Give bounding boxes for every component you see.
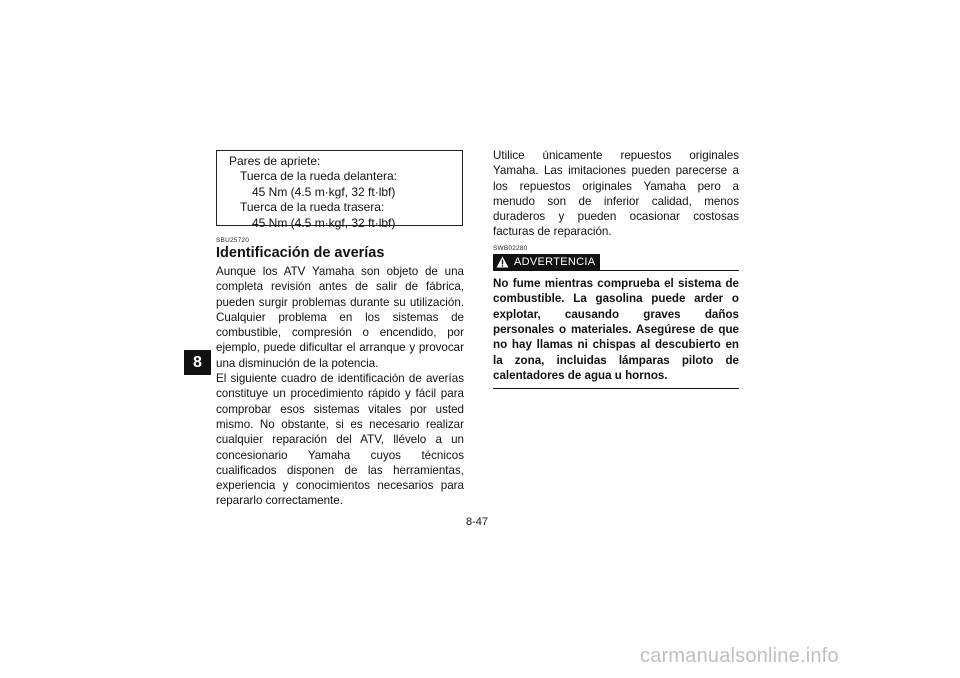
warning-label: ADVERTENCIA	[514, 255, 596, 268]
section-code: SBU25720	[216, 237, 250, 244]
warning-header	[493, 254, 739, 271]
torque-rear-label: Tuerca de la rueda trasera:	[240, 200, 385, 215]
torque-specs-box	[216, 150, 463, 230]
warning-badge	[493, 254, 600, 270]
section-paragraph-2: El siguiente cuadro de identificación de averías constituye un procedimiento rápido y fácil para comprobar esos sistemas vitales por usted mismo. No obstante, si es necesario realizar cualquier reparación del ATV, llévelo a un concesionario Yamaha cuyos técnicos cualificados disponen de las herramientas, experiencia y conocimientos necesarios para repararlo correctamente.	[216, 372, 464, 508]
left-column	[216, 237, 464, 509]
warning-code: SWB02280	[493, 244, 528, 252]
section-title: Identificación de averías	[216, 245, 385, 261]
watermark: carmanualsonline.info	[640, 645, 839, 667]
page-number: 8-47	[466, 516, 489, 528]
torque-heading: Pares de apriete:	[229, 154, 321, 168]
torque-front-label: Tuerca de la rueda delantera:	[240, 169, 397, 184]
warning-triangle-icon	[496, 256, 509, 268]
torque-front-value: 45 Nm (4.5 m·kgf, 32 ft·lbf)	[252, 184, 396, 199]
warning-text: No fume mientras comprueba el sistema de combustible. La gasolina puede arder o explotar, causando graves daños personales o materiales. Asegúrese de que no hay llamas ni chispas al descubierto en la zona, incluidas lámparas piloto de calentadores de agua u hornos.	[493, 276, 739, 389]
parts-paragraph: Utilice únicamente repuestos originales Yamaha. Las imitaciones pueden parecerse a los repuestos originales Yamaha pero a menudo son de inferior calidad, menos duraderos y pueden ocasionar costosas facturas de reparación.	[493, 149, 739, 239]
torque-rear-value: 45 Nm (4.5 m·kgf, 32 ft·lbf)	[252, 215, 396, 230]
section-paragraph-1: Aunque los ATV Yamaha son objeto de una completa revisión antes de salir de fábrica, pueden surgir problemas durante su utilización. Cualquier problema en los sistemas de combustible, compresión o encendido, por ejemplo, puede dificultar el arranque y provocar una disminución de la potencia.	[216, 265, 464, 370]
chapter-tab: 8	[184, 350, 211, 375]
right-column	[493, 148, 739, 389]
